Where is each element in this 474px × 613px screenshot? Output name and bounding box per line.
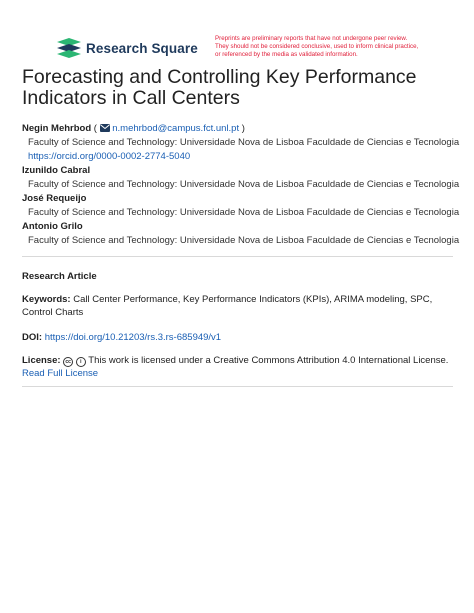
keywords-label: Keywords: <box>22 294 71 305</box>
section-divider <box>22 386 453 387</box>
envelope-icon <box>100 123 110 137</box>
keywords <box>22 293 452 319</box>
doi <box>22 331 452 344</box>
author-name: Antonio Grilo <box>22 221 83 232</box>
doi-link[interactable]: https://doi.org/10.21203/rs.3.rs-685949/v1 <box>44 332 222 343</box>
author-list <box>22 122 467 248</box>
author-name: Negin Mehrbod <box>22 123 92 134</box>
license <box>22 354 452 380</box>
author-name: Izunildo Cabral <box>22 165 91 176</box>
author-affiliation: Faculty of Science and Technology: Universidade Nova de Lisboa Faculdade de Ciencias e Tecnologia <box>28 137 460 148</box>
title-line: Forecasting and Controlling Key Performance <box>22 66 417 88</box>
email-open-paren: ( <box>93 123 97 134</box>
author-affiliation: Faculty of Science and Technology: Universidade Nova de Lisboa Faculdade de Ciencias e Tecnologia <box>28 179 460 190</box>
author-email-link[interactable]: n.mehrbod@campus.fct.unl.pt <box>112 123 240 134</box>
notice-line: They should not be considered conclusive, used to inform clinical practice, <box>215 43 419 50</box>
author-affiliation: Faculty of Science and Technology: Universidade Nova de Lisboa Faculdade de Ciencias e Tecnologia <box>28 235 460 246</box>
paper-title <box>22 67 462 109</box>
license-text: This work is licensed under a Creative Commons Attribution 4.0 International License. <box>88 355 449 366</box>
author-entry <box>22 122 467 136</box>
read-full-license-link[interactable]: Read Full License <box>22 368 99 379</box>
orcid-link[interactable]: https://orcid.org/0000-0002-2774-5040 <box>28 151 191 162</box>
license-label: License: <box>22 355 61 366</box>
preprint-notice <box>215 35 445 59</box>
research-square-logo[interactable] <box>57 38 198 58</box>
notice-line: Preprints are preliminary reports that have not undergone peer review. <box>215 35 408 42</box>
title-line: Indicators in Call Centers <box>22 87 240 109</box>
attribution-icon: i <box>76 357 86 367</box>
notice-line: or referenced by the media as validated information. <box>215 51 358 58</box>
author-name: José Requeijo <box>22 193 87 204</box>
brand-name: Research Square <box>86 40 198 56</box>
email-close-paren: ) <box>241 123 245 134</box>
research-square-logo-icon <box>57 38 81 58</box>
article-type: Research Article <box>22 271 97 282</box>
author-affiliation: Faculty of Science and Technology: Universidade Nova de Lisboa Faculdade de Ciencias e Tecnologia <box>28 207 460 218</box>
creative-commons-icon: cc <box>63 357 73 367</box>
section-divider <box>22 256 453 257</box>
doi-label: DOI: <box>22 332 43 343</box>
keywords-text: Call Center Performance, Key Performance Indicators (KPIs), ARIMA modeling, SPC, Control Charts <box>22 294 433 318</box>
